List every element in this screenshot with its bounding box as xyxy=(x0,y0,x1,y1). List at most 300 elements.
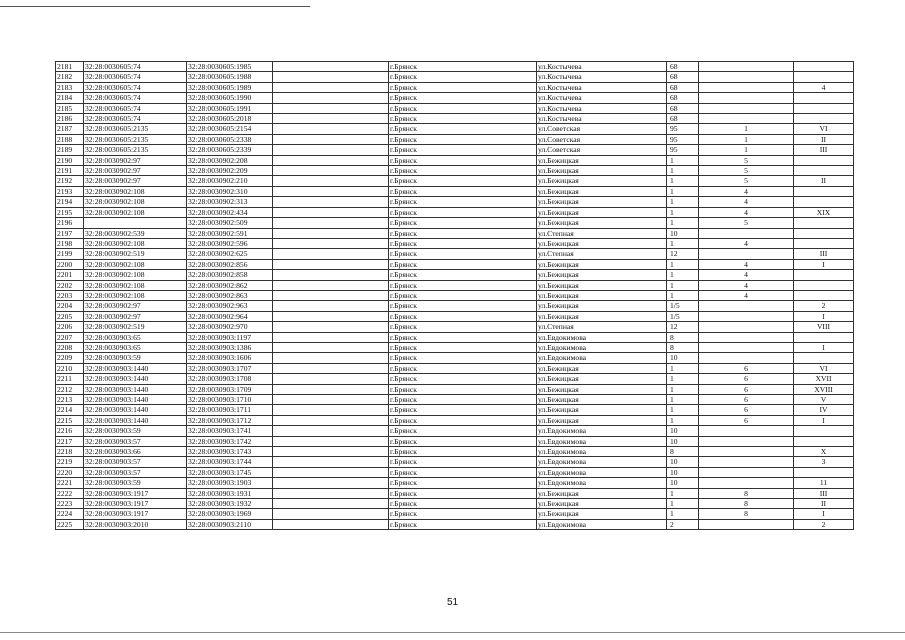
object-number: 32:28:0030605:2339 xyxy=(187,145,273,155)
object-number: 32:28:0030903:1711 xyxy=(187,405,273,415)
blank-cell xyxy=(273,155,389,165)
room-number: I xyxy=(794,415,854,425)
building-number: 1 xyxy=(667,363,699,373)
city-cell: г.Брянск xyxy=(389,186,537,196)
city-cell: г.Брянск xyxy=(389,218,537,228)
table-row xyxy=(56,72,854,82)
table-row xyxy=(56,249,854,259)
object-number: 32:28:0030605:1988 xyxy=(187,72,273,82)
object-number: 32:28:0030903:1743 xyxy=(187,447,273,457)
object-number: 32:28:0030902:863 xyxy=(187,290,273,300)
object-number: 32:28:0030902:964 xyxy=(187,311,273,321)
parcel-number: 32:28:0030902:108 xyxy=(84,186,187,196)
object-number: 32:28:0030902:313 xyxy=(187,197,273,207)
room-number: IV xyxy=(794,405,854,415)
object-number: 32:28:0030902:509 xyxy=(187,218,273,228)
row-number: 2195 xyxy=(56,207,84,217)
flat-number: 8 xyxy=(699,499,794,509)
street-cell: ул.Советская xyxy=(537,145,667,155)
building-number: 68 xyxy=(667,82,699,92)
street-cell: ул.Бежицкая xyxy=(537,259,667,269)
parcel-number: 32:28:0030903:65 xyxy=(84,332,187,342)
table-row xyxy=(56,509,854,519)
row-number: 2182 xyxy=(56,72,84,82)
city-cell: г.Брянск xyxy=(389,363,537,373)
city-cell: г.Брянск xyxy=(389,457,537,467)
flat-number xyxy=(699,82,794,92)
room-number xyxy=(794,238,854,248)
object-number: 32:28:0030903:1606 xyxy=(187,353,273,363)
room-number xyxy=(794,93,854,103)
room-number: XVII xyxy=(794,374,854,384)
blank-cell xyxy=(273,405,389,415)
table-row xyxy=(56,270,854,280)
table-row xyxy=(56,186,854,196)
street-cell: ул.Бежицкая xyxy=(537,499,667,509)
object-number: 32:28:0030902:591 xyxy=(187,228,273,238)
blank-cell xyxy=(273,176,389,186)
parcel-number: 32:28:0030902:97 xyxy=(84,311,187,321)
room-number: I xyxy=(794,311,854,321)
city-cell: г.Брянск xyxy=(389,384,537,394)
room-number: XIX xyxy=(794,207,854,217)
object-number: 32:28:0030903:1197 xyxy=(187,332,273,342)
blank-cell xyxy=(273,311,389,321)
table-row xyxy=(56,280,854,290)
city-cell: г.Брянск xyxy=(389,509,537,519)
table-row xyxy=(56,166,854,176)
city-cell: г.Брянск xyxy=(389,342,537,352)
object-number: 32:28:0030902:210 xyxy=(187,176,273,186)
blank-cell xyxy=(273,332,389,342)
object-number: 32:28:0030605:1989 xyxy=(187,82,273,92)
city-cell: г.Брянск xyxy=(389,259,537,269)
room-number xyxy=(794,62,854,72)
flat-number: 4 xyxy=(699,270,794,280)
blank-cell xyxy=(273,238,389,248)
table-row xyxy=(56,374,854,384)
table-row xyxy=(56,322,854,332)
parcel-number: 32:28:0030903:1917 xyxy=(84,499,187,509)
flat-number: 8 xyxy=(699,488,794,498)
flat-number xyxy=(699,322,794,332)
blank-cell xyxy=(273,166,389,176)
blank-cell xyxy=(273,93,389,103)
building-number: 8 xyxy=(667,332,699,342)
city-cell: г.Брянск xyxy=(389,134,537,144)
blank-cell xyxy=(273,467,389,477)
page-number: 51 xyxy=(446,597,459,608)
room-number xyxy=(794,218,854,228)
row-number: 2218 xyxy=(56,447,84,457)
object-number: 32:28:0030903:1712 xyxy=(187,415,273,425)
room-number: II xyxy=(794,176,854,186)
flat-number xyxy=(699,519,794,529)
parcel-number xyxy=(84,218,187,228)
parcel-number: 32:28:0030902:539 xyxy=(84,228,187,238)
building-number: 1 xyxy=(667,384,699,394)
city-cell: г.Брянск xyxy=(389,124,537,134)
building-number: 1 xyxy=(667,166,699,176)
blank-cell xyxy=(273,415,389,425)
parcel-number: 32:28:0030902:108 xyxy=(84,197,187,207)
blank-cell xyxy=(273,447,389,457)
blank-cell xyxy=(273,488,389,498)
room-number: VIII xyxy=(794,322,854,332)
room-number xyxy=(794,290,854,300)
building-number: 1 xyxy=(667,155,699,165)
row-number: 2199 xyxy=(56,249,84,259)
street-cell: ул.Евдокимова xyxy=(537,332,667,342)
room-number xyxy=(794,166,854,176)
street-cell: ул.Бежицкая xyxy=(537,176,667,186)
blank-cell xyxy=(273,72,389,82)
blank-cell xyxy=(273,290,389,300)
room-number xyxy=(794,436,854,446)
flat-number: 5 xyxy=(699,176,794,186)
street-cell: ул.Бежицкая xyxy=(537,301,667,311)
street-cell: ул.Костычева xyxy=(537,82,667,92)
building-number: 68 xyxy=(667,93,699,103)
building-number: 1 xyxy=(667,270,699,280)
building-number: 1 xyxy=(667,176,699,186)
city-cell: г.Брянск xyxy=(389,270,537,280)
row-number: 2220 xyxy=(56,467,84,477)
parcel-number: 32:28:0030902:108 xyxy=(84,207,187,217)
city-cell: г.Брянск xyxy=(389,447,537,457)
flat-number: 4 xyxy=(699,197,794,207)
object-number: 32:28:0030902:856 xyxy=(187,259,273,269)
table-row xyxy=(56,363,854,373)
building-number: 1 xyxy=(667,415,699,425)
building-number: 95 xyxy=(667,145,699,155)
property-table xyxy=(55,61,854,530)
building-number: 1 xyxy=(667,197,699,207)
object-number: 32:28:0030605:1991 xyxy=(187,103,273,113)
flat-number xyxy=(699,311,794,321)
object-number: 32:28:0030903:1931 xyxy=(187,488,273,498)
street-cell: ул.Бежицкая xyxy=(537,384,667,394)
table-row xyxy=(56,467,854,477)
city-cell: г.Брянск xyxy=(389,145,537,155)
parcel-number: 32:28:0030903:59 xyxy=(84,426,187,436)
table-row xyxy=(56,301,854,311)
street-cell: ул.Бежицкая xyxy=(537,488,667,498)
blank-cell xyxy=(273,103,389,113)
blank-cell xyxy=(273,342,389,352)
parcel-number: 32:28:0030605:74 xyxy=(84,93,187,103)
flat-number xyxy=(699,228,794,238)
street-cell: ул.Степная xyxy=(537,228,667,238)
table-row xyxy=(56,457,854,467)
blank-cell xyxy=(273,134,389,144)
flat-number: 5 xyxy=(699,166,794,176)
table-row xyxy=(56,478,854,488)
row-number: 2198 xyxy=(56,238,84,248)
flat-number: 1 xyxy=(699,134,794,144)
table-row xyxy=(56,82,854,92)
row-number: 2224 xyxy=(56,509,84,519)
row-number: 2225 xyxy=(56,519,84,529)
object-number: 32:28:0030903:1386 xyxy=(187,342,273,352)
flat-number: 4 xyxy=(699,186,794,196)
parcel-number: 32:28:0030902:108 xyxy=(84,259,187,269)
row-number: 2221 xyxy=(56,478,84,488)
object-number: 32:28:0030605:2154 xyxy=(187,124,273,134)
row-number: 2204 xyxy=(56,301,84,311)
blank-cell xyxy=(273,353,389,363)
table-row xyxy=(56,155,854,165)
flat-number: 4 xyxy=(699,207,794,217)
row-number: 2183 xyxy=(56,82,84,92)
room-number: III xyxy=(794,488,854,498)
blank-cell xyxy=(273,259,389,269)
flat-number: 6 xyxy=(699,374,794,384)
blank-cell xyxy=(273,426,389,436)
room-number: V xyxy=(794,395,854,405)
room-number: II xyxy=(794,499,854,509)
blank-cell xyxy=(273,478,389,488)
city-cell: г.Брянск xyxy=(389,93,537,103)
city-cell: г.Брянск xyxy=(389,103,537,113)
table-row xyxy=(56,447,854,457)
street-cell: ул.Бежицкая xyxy=(537,374,667,384)
room-number: 2 xyxy=(794,301,854,311)
row-number: 2217 xyxy=(56,436,84,446)
parcel-number: 32:28:0030605:74 xyxy=(84,114,187,124)
room-number: X xyxy=(794,447,854,457)
flat-number xyxy=(699,342,794,352)
building-number: 10 xyxy=(667,426,699,436)
row-number: 2205 xyxy=(56,311,84,321)
object-number: 32:28:0030902:862 xyxy=(187,280,273,290)
row-number: 2207 xyxy=(56,332,84,342)
table-row xyxy=(56,228,854,238)
flat-number xyxy=(699,467,794,477)
table-row xyxy=(56,176,854,186)
row-number: 2184 xyxy=(56,93,84,103)
table-row xyxy=(56,353,854,363)
blank-cell xyxy=(273,82,389,92)
parcel-number: 32:28:0030902:97 xyxy=(84,301,187,311)
street-cell: ул.Бежицкая xyxy=(537,186,667,196)
parcel-number: 32:28:0030903:1440 xyxy=(84,363,187,373)
parcel-number: 32:28:0030902:108 xyxy=(84,290,187,300)
row-number: 2219 xyxy=(56,457,84,467)
street-cell: ул.Советская xyxy=(537,124,667,134)
street-cell: ул.Бежицкая xyxy=(537,270,667,280)
blank-cell xyxy=(273,374,389,384)
row-number: 2193 xyxy=(56,186,84,196)
table-row xyxy=(56,218,854,228)
blank-cell xyxy=(273,218,389,228)
parcel-number: 32:28:0030902:97 xyxy=(84,166,187,176)
table-row xyxy=(56,415,854,425)
table-row xyxy=(56,134,854,144)
table-row xyxy=(56,197,854,207)
parcel-number: 32:28:0030902:108 xyxy=(84,238,187,248)
city-cell: г.Брянск xyxy=(389,405,537,415)
blank-cell xyxy=(273,519,389,529)
parcel-number: 32:28:0030903:57 xyxy=(84,467,187,477)
flat-number xyxy=(699,353,794,363)
room-number xyxy=(794,353,854,363)
row-number: 2191 xyxy=(56,166,84,176)
row-number: 2206 xyxy=(56,322,84,332)
flat-number xyxy=(699,114,794,124)
street-cell: ул.Бежицкая xyxy=(537,290,667,300)
table-row xyxy=(56,488,854,498)
room-number xyxy=(794,103,854,113)
blank-cell xyxy=(273,395,389,405)
room-number: I xyxy=(794,342,854,352)
room-number xyxy=(794,426,854,436)
row-number: 2201 xyxy=(56,270,84,280)
building-number: 8 xyxy=(667,342,699,352)
street-cell: ул.Бежицкая xyxy=(537,155,667,165)
room-number: VI xyxy=(794,363,854,373)
building-number: 12 xyxy=(667,249,699,259)
room-number: II xyxy=(794,134,854,144)
city-cell: г.Брянск xyxy=(389,374,537,384)
parcel-number: 32:28:0030903:65 xyxy=(84,342,187,352)
room-number xyxy=(794,72,854,82)
parcel-number: 32:28:0030903:1440 xyxy=(84,374,187,384)
city-cell: г.Брянск xyxy=(389,519,537,529)
building-number: 1 xyxy=(667,395,699,405)
row-number: 2202 xyxy=(56,280,84,290)
room-number xyxy=(794,467,854,477)
street-cell: ул.Бежицкая xyxy=(537,238,667,248)
room-number: 11 xyxy=(794,478,854,488)
table-row xyxy=(56,124,854,134)
blank-cell xyxy=(273,363,389,373)
blank-cell xyxy=(273,145,389,155)
object-number: 32:28:0030902:208 xyxy=(187,155,273,165)
flat-number: 1 xyxy=(699,124,794,134)
city-cell: г.Брянск xyxy=(389,415,537,425)
flat-number: 1 xyxy=(699,145,794,155)
building-number: 1 xyxy=(667,499,699,509)
building-number: 1/5 xyxy=(667,301,699,311)
parcel-number: 32:28:0030605:74 xyxy=(84,72,187,82)
table-row xyxy=(56,519,854,529)
flat-number xyxy=(699,457,794,467)
row-number: 2186 xyxy=(56,114,84,124)
building-number: 10 xyxy=(667,436,699,446)
blank-cell xyxy=(273,197,389,207)
parcel-number: 32:28:0030902:519 xyxy=(84,249,187,259)
flat-number xyxy=(699,478,794,488)
street-cell: ул.Евдокимова xyxy=(537,478,667,488)
object-number: 32:28:0030903:1932 xyxy=(187,499,273,509)
row-number: 2216 xyxy=(56,426,84,436)
flat-number: 6 xyxy=(699,405,794,415)
city-cell: г.Брянск xyxy=(389,290,537,300)
city-cell: г.Брянск xyxy=(389,280,537,290)
street-cell: ул.Бежицкая xyxy=(537,280,667,290)
table-row xyxy=(56,290,854,300)
table-row xyxy=(56,93,854,103)
blank-cell xyxy=(273,499,389,509)
row-number: 2214 xyxy=(56,405,84,415)
object-number: 32:28:0030903:1710 xyxy=(187,395,273,405)
object-number: 32:28:0030902:596 xyxy=(187,238,273,248)
street-cell: ул.Костычева xyxy=(537,93,667,103)
city-cell: г.Брянск xyxy=(389,155,537,165)
object-number: 32:28:0030605:1985 xyxy=(187,62,273,72)
top-rule xyxy=(0,6,310,7)
street-cell: ул.Бежицкая xyxy=(537,218,667,228)
street-cell: ул.Бежицкая xyxy=(537,395,667,405)
parcel-number: 32:28:0030902:108 xyxy=(84,280,187,290)
blank-cell xyxy=(273,509,389,519)
blank-cell xyxy=(273,457,389,467)
building-number: 10 xyxy=(667,467,699,477)
street-cell: ул.Бежицкая xyxy=(537,415,667,425)
row-number: 2200 xyxy=(56,259,84,269)
street-cell: ул.Костычева xyxy=(537,114,667,124)
blank-cell xyxy=(273,249,389,259)
table-row xyxy=(56,145,854,155)
object-number: 32:28:0030903:1969 xyxy=(187,509,273,519)
building-number: 95 xyxy=(667,124,699,134)
street-cell: ул.Костычева xyxy=(537,103,667,113)
street-cell: ул.Евдокимова xyxy=(537,447,667,457)
building-number: 1 xyxy=(667,509,699,519)
parcel-number: 32:28:0030605:2135 xyxy=(84,124,187,134)
blank-cell xyxy=(273,207,389,217)
table-row xyxy=(56,114,854,124)
parcel-number: 32:28:0030903:57 xyxy=(84,436,187,446)
object-number: 32:28:0030903:1742 xyxy=(187,436,273,446)
city-cell: г.Брянск xyxy=(389,395,537,405)
room-number: 4 xyxy=(794,82,854,92)
building-number: 68 xyxy=(667,72,699,82)
street-cell: ул.Бежицкая xyxy=(537,197,667,207)
city-cell: г.Брянск xyxy=(389,176,537,186)
parcel-number: 32:28:0030605:74 xyxy=(84,62,187,72)
street-cell: ул.Бежицкая xyxy=(537,405,667,415)
blank-cell xyxy=(273,114,389,124)
building-number: 1 xyxy=(667,238,699,248)
row-number: 2192 xyxy=(56,176,84,186)
row-number: 2212 xyxy=(56,384,84,394)
building-number: 1 xyxy=(667,259,699,269)
row-number: 2189 xyxy=(56,145,84,155)
room-number xyxy=(794,270,854,280)
row-number: 2194 xyxy=(56,197,84,207)
building-number: 68 xyxy=(667,62,699,72)
parcel-number: 32:28:0030903:2010 xyxy=(84,519,187,529)
flat-number xyxy=(699,436,794,446)
table-row xyxy=(56,395,854,405)
building-number: 1 xyxy=(667,488,699,498)
room-number: III xyxy=(794,249,854,259)
row-number: 2211 xyxy=(56,374,84,384)
room-number: I xyxy=(794,259,854,269)
city-cell: г.Брянск xyxy=(389,72,537,82)
parcel-number: 32:28:0030902:108 xyxy=(84,270,187,280)
city-cell: г.Брянск xyxy=(389,82,537,92)
street-cell: ул.Евдокимова xyxy=(537,467,667,477)
building-number: 68 xyxy=(667,114,699,124)
table-row xyxy=(56,384,854,394)
row-number: 2208 xyxy=(56,342,84,352)
object-number: 32:28:0030903:1903 xyxy=(187,478,273,488)
row-number: 2203 xyxy=(56,290,84,300)
parcel-number: 32:28:0030902:519 xyxy=(84,322,187,332)
